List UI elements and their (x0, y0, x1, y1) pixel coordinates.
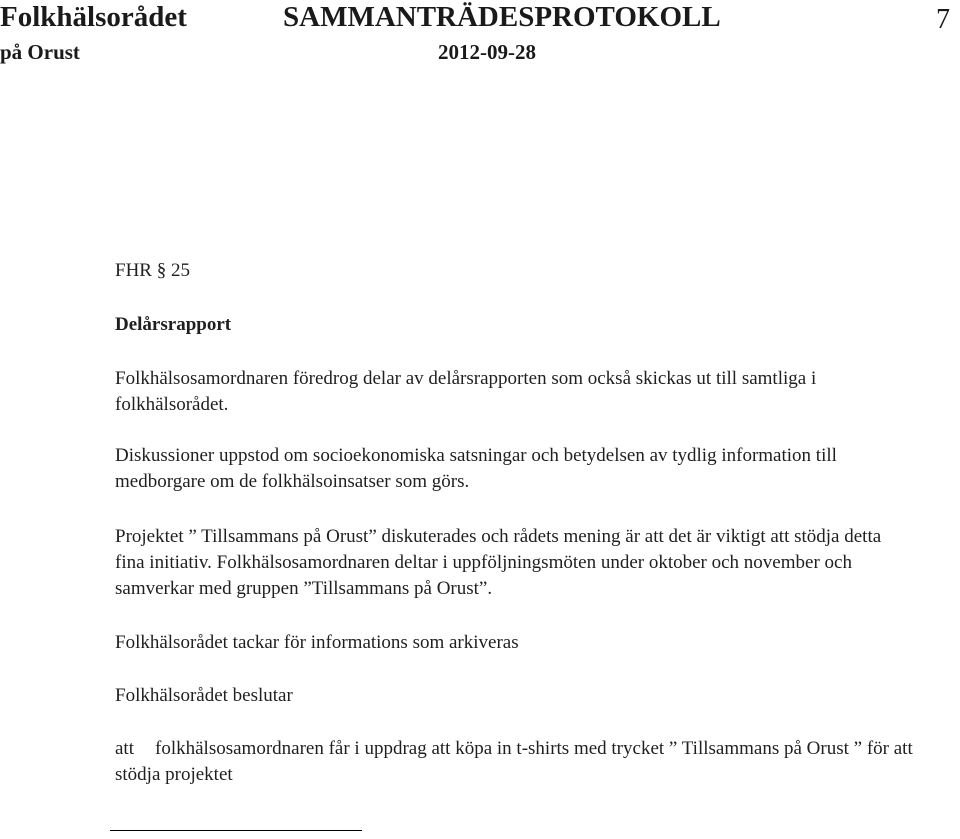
section-reference: FHR § 25 (115, 260, 190, 281)
section-title: Delårsrapport (115, 314, 232, 335)
meeting-date: 2012-09-28 (438, 40, 536, 64)
decision-prefix: att (115, 738, 134, 759)
paragraph-report: Folkhälsosamordnaren föredrog delar av delårsrapporten som också skickas ut till samtliga i folkhälsorådet. (115, 368, 817, 415)
paragraph-decides: Folkhälsorådet beslutar (115, 685, 293, 706)
paragraph-thanks: Folkhälsorådet tackar för informations som arkiveras (115, 632, 519, 653)
decision-text: folkhälsosamordnaren får i uppdrag att köpa in t-shirts med trycket ” Tillsammans på Orust ” för att stödja projektet (115, 738, 913, 785)
page-number: 7 (936, 4, 950, 35)
paragraph-project: Projektet ” Tillsammans på Orust” diskuterades och rådets mening är att det är viktigt att stödja detta fina initiativ. Folkhälsosamordnaren deltar i uppföljningsmöten under oktober och november och samverkar med gruppen ”Tillsammans på Orust”. (115, 526, 882, 599)
signature-line (110, 830, 362, 831)
document-type: SAMMANTRÄDESPROTOKOLL (283, 1, 721, 33)
org-location: på Orust (0, 40, 80, 64)
org-name: Folkhälsorådet (0, 1, 187, 33)
paragraph-discussion: Diskussioner uppstod om socioekonomiska satsningar och betydelsen av tydlig information till medborgare om de folkhälsoinsatser som görs. (115, 445, 837, 492)
